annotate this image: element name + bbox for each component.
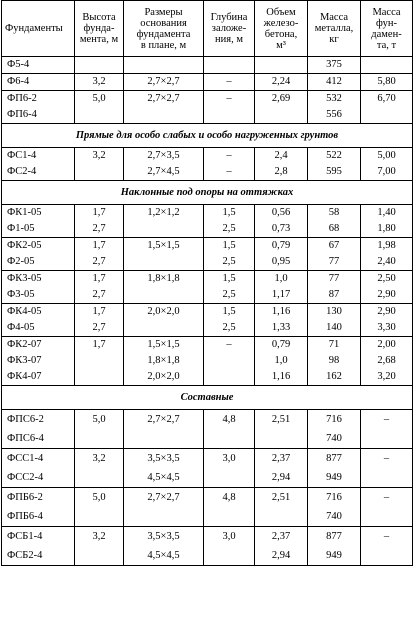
table-cell: 0,73 — [255, 221, 308, 238]
column-header-line: мента, м — [79, 34, 119, 45]
table-cell: 949 — [308, 468, 361, 488]
column-header-line: та, т — [376, 39, 397, 51]
table-cell: 1,8×1,8 — [124, 271, 204, 288]
table-cell: 1,40 — [361, 205, 413, 222]
foundation-name: Ф4-05 — [2, 320, 75, 337]
table-cell: 375 — [308, 57, 361, 74]
table-cell: 0,79 — [255, 238, 308, 255]
table-cell: 1,16 — [255, 304, 308, 321]
foundation-name: ФПБ6-2 — [2, 488, 75, 508]
column-header-line: Объем — [266, 6, 296, 18]
foundation-name: ФК3-07 — [2, 353, 75, 369]
table-cell: 595 — [308, 164, 361, 181]
table-row — [2, 164, 413, 181]
section-row — [2, 386, 413, 410]
table-cell: 2,51 — [255, 488, 308, 508]
table-cell: 2,94 — [255, 468, 308, 488]
foundation-name: Ф5-4 — [2, 57, 75, 74]
column-header-line: основания — [140, 17, 187, 29]
column-header — [361, 1, 413, 57]
table-cell: 2,7 — [75, 221, 124, 238]
foundation-name: ФК4-07 — [2, 369, 75, 386]
table-cell: 2,40 — [361, 254, 413, 271]
section-title: Наклонные под опоры на оттяжках — [2, 181, 413, 205]
table-row — [2, 488, 413, 508]
table-cell — [75, 369, 124, 386]
table-cell: 162 — [308, 369, 361, 386]
table-row — [2, 546, 413, 566]
section-title: Составные — [2, 386, 413, 410]
table-cell: 2,37 — [255, 449, 308, 469]
table-cell: 3,30 — [361, 320, 413, 337]
table-cell: 2,0×2,0 — [124, 304, 204, 321]
table-cell: 1,7 — [75, 205, 124, 222]
table-cell — [204, 429, 255, 449]
table-cell: 130 — [308, 304, 361, 321]
header-row — [2, 1, 413, 57]
section-title: Прямые для особо слабых и особо нагруженных грунтов — [2, 124, 413, 148]
column-header-line: Глубина — [210, 12, 248, 23]
table-cell: 5,80 — [361, 74, 413, 91]
foundation-name: ФК3-05 — [2, 271, 75, 288]
column-header — [75, 1, 124, 57]
table-row — [2, 107, 413, 124]
table-cell: 522 — [308, 148, 361, 165]
table-cell: 71 — [308, 337, 361, 354]
column-header-line: Масса — [319, 12, 349, 23]
table-cell: 2,5 — [204, 221, 255, 238]
table-row — [2, 449, 413, 469]
table-cell: 1,5 — [204, 238, 255, 255]
table-cell: – — [204, 164, 255, 181]
table-cell: – — [361, 488, 413, 508]
table-cell: 1,5×1,5 — [124, 337, 204, 354]
column-header-line: кг — [329, 34, 339, 45]
foundation-name: ФПБ6-4 — [2, 507, 75, 527]
column-header-line: фун- — [376, 17, 397, 29]
table-cell: 3,5×3,5 — [124, 527, 204, 547]
table-cell: 2,7 — [75, 287, 124, 304]
table-cell: 3,0 — [204, 449, 255, 469]
table-cell: 67 — [308, 238, 361, 255]
table-cell: 5,0 — [75, 488, 124, 508]
table-cell: 2,37 — [255, 527, 308, 547]
table-cell: 2,7×2,7 — [124, 488, 204, 508]
table-cell: 4,8 — [204, 488, 255, 508]
table-cell: 2,7×2,7 — [124, 91, 204, 108]
table-cell — [204, 546, 255, 566]
table-cell — [361, 507, 413, 527]
table-cell: 1,8×1,8 — [124, 353, 204, 369]
foundation-name: ФПС6-2 — [2, 410, 75, 430]
column-header-line: бетона, — [264, 28, 298, 40]
table-cell: 1,16 — [255, 369, 308, 386]
table-cell: 2,5 — [204, 287, 255, 304]
section-row — [2, 181, 413, 205]
table-cell: 3,5×3,5 — [124, 449, 204, 469]
table-row — [2, 468, 413, 488]
table-cell: – — [361, 449, 413, 469]
table-cell — [75, 107, 124, 124]
table-row — [2, 369, 413, 386]
table-cell: – — [361, 527, 413, 547]
table-cell — [255, 107, 308, 124]
column-header — [124, 1, 204, 57]
table-cell: 2,7 — [75, 320, 124, 337]
table-cell — [75, 429, 124, 449]
table-cell — [124, 429, 204, 449]
foundation-name: ФСБ2-4 — [2, 546, 75, 566]
column-header-line: Фундаменты — [5, 23, 63, 34]
table-row — [2, 221, 413, 238]
table-row — [2, 410, 413, 430]
table-cell: – — [204, 74, 255, 91]
table-cell: 2,7×4,5 — [124, 164, 204, 181]
table-row — [2, 238, 413, 255]
table-cell: 877 — [308, 449, 361, 469]
table-cell: 140 — [308, 320, 361, 337]
table-cell: 98 — [308, 353, 361, 369]
table-cell: 877 — [308, 527, 361, 547]
table-cell: 5,0 — [75, 410, 124, 430]
table-cell: 1,7 — [75, 304, 124, 321]
table-row — [2, 337, 413, 354]
section-row — [2, 124, 413, 148]
table-cell: 2,69 — [255, 91, 308, 108]
column-header-line: ния, м — [215, 34, 243, 45]
table-cell: 68 — [308, 221, 361, 238]
table-cell: 556 — [308, 107, 361, 124]
column-header-line: металла, — [314, 23, 354, 34]
table-cell — [204, 468, 255, 488]
table-cell — [361, 57, 413, 74]
table-cell: 2,68 — [361, 353, 413, 369]
table-cell: 740 — [308, 507, 361, 527]
table-cell — [75, 546, 124, 566]
table-cell: 1,98 — [361, 238, 413, 255]
table-cell — [361, 546, 413, 566]
table-row — [2, 287, 413, 304]
table-cell: 4,5×4,5 — [124, 468, 204, 488]
table-cell: 2,5 — [204, 254, 255, 271]
table-cell — [124, 254, 204, 271]
foundation-name: Ф1-05 — [2, 221, 75, 238]
table-row — [2, 304, 413, 321]
table-cell: 1,5 — [204, 304, 255, 321]
table-row — [2, 353, 413, 369]
column-header — [308, 1, 361, 57]
table-cell: 3,20 — [361, 369, 413, 386]
table-cell: 2,4 — [255, 148, 308, 165]
table-cell — [124, 107, 204, 124]
table-cell: 5,00 — [361, 148, 413, 165]
table-cell — [75, 468, 124, 488]
table-cell — [124, 507, 204, 527]
table-cell — [124, 221, 204, 238]
table-cell: 0,56 — [255, 205, 308, 222]
table-cell — [255, 507, 308, 527]
table-cell — [124, 57, 204, 74]
table-cell: 1,7 — [75, 337, 124, 354]
column-header-line: Высота — [82, 12, 116, 23]
foundations-table — [1, 0, 413, 566]
table-cell — [204, 507, 255, 527]
table-cell: 2,50 — [361, 271, 413, 288]
table-cell: 6,70 — [361, 91, 413, 108]
table-cell — [361, 107, 413, 124]
table-cell — [204, 353, 255, 369]
foundation-name: ФК1-05 — [2, 205, 75, 222]
table-cell: 412 — [308, 74, 361, 91]
table-cell: 1,0 — [255, 271, 308, 288]
table-cell: 2,5 — [204, 320, 255, 337]
table-row — [2, 527, 413, 547]
table-cell — [204, 107, 255, 124]
table-header — [2, 1, 413, 57]
table-cell: 1,7 — [75, 271, 124, 288]
table-cell: 2,90 — [361, 287, 413, 304]
foundation-name: ФП6-2 — [2, 91, 75, 108]
column-header-line: Размеры — [144, 6, 183, 18]
table-row — [2, 57, 413, 74]
table-cell: 949 — [308, 546, 361, 566]
table-cell — [75, 164, 124, 181]
table-cell: 716 — [308, 488, 361, 508]
column-header — [2, 1, 75, 57]
foundation-name: ФСБ1-4 — [2, 527, 75, 547]
table-row — [2, 429, 413, 449]
table-cell: 87 — [308, 287, 361, 304]
table-cell: 1,5×1,5 — [124, 238, 204, 255]
table-cell: 77 — [308, 271, 361, 288]
column-header-line: Масса — [372, 6, 401, 18]
table-cell: 2,94 — [255, 546, 308, 566]
table-cell: 4,8 — [204, 410, 255, 430]
table-cell: 2,0×2,0 — [124, 369, 204, 386]
column-header-line: в плане, м — [140, 39, 187, 51]
foundation-name: Ф6-4 — [2, 74, 75, 91]
foundation-name: ФСС1-4 — [2, 449, 75, 469]
table-cell: 740 — [308, 429, 361, 449]
table-row — [2, 91, 413, 108]
table-cell — [255, 429, 308, 449]
table-cell: 2,7 — [75, 254, 124, 271]
column-header — [255, 1, 308, 57]
table-cell: 5,0 — [75, 91, 124, 108]
table-cell: 3,2 — [75, 527, 124, 547]
table-cell: 1,17 — [255, 287, 308, 304]
table-cell — [204, 369, 255, 386]
column-header — [204, 1, 255, 57]
table-row — [2, 254, 413, 271]
table-row — [2, 320, 413, 337]
table-cell — [75, 57, 124, 74]
foundation-name: ФС1-4 — [2, 148, 75, 165]
table-cell: 532 — [308, 91, 361, 108]
column-header-line: фундамента — [136, 28, 191, 40]
table-cell: 7,00 — [361, 164, 413, 181]
foundation-name: ФСС2-4 — [2, 468, 75, 488]
table-row — [2, 205, 413, 222]
table-cell: – — [361, 410, 413, 430]
table-cell: 2,7×2,7 — [124, 410, 204, 430]
table-body — [2, 57, 413, 566]
column-header-line: железо- — [263, 17, 299, 29]
table-cell: 2,00 — [361, 337, 413, 354]
table-cell: 2,7×3,5 — [124, 148, 204, 165]
table-cell: 716 — [308, 410, 361, 430]
foundation-name: Ф3-05 — [2, 287, 75, 304]
table-cell: 1,5 — [204, 205, 255, 222]
table-cell: 0,95 — [255, 254, 308, 271]
table-cell: 1,80 — [361, 221, 413, 238]
column-header-line: м³ — [276, 39, 286, 51]
table-cell — [124, 287, 204, 304]
table-row — [2, 507, 413, 527]
table-cell: 0,79 — [255, 337, 308, 354]
table-cell — [361, 429, 413, 449]
table-row — [2, 74, 413, 91]
table-cell: 1,33 — [255, 320, 308, 337]
column-header-line: фунда- — [83, 23, 115, 34]
table-cell: 2,24 — [255, 74, 308, 91]
table-row — [2, 271, 413, 288]
foundation-name: ФК2-07 — [2, 337, 75, 354]
table-cell: 1,0 — [255, 353, 308, 369]
table-cell: 58 — [308, 205, 361, 222]
table-cell — [75, 353, 124, 369]
table-cell: 4,5×4,5 — [124, 546, 204, 566]
table-cell: 3,2 — [75, 74, 124, 91]
table-cell: 1,2×1,2 — [124, 205, 204, 222]
table-cell — [361, 468, 413, 488]
table-cell: – — [204, 148, 255, 165]
foundation-name: ФП6-4 — [2, 107, 75, 124]
foundation-name: ФК4-05 — [2, 304, 75, 321]
table-cell: 2,90 — [361, 304, 413, 321]
table-cell — [124, 320, 204, 337]
column-header-line: дамен- — [371, 28, 402, 40]
foundation-name: ФК2-05 — [2, 238, 75, 255]
column-header-line: заложе- — [211, 23, 247, 34]
table-cell: 1,7 — [75, 238, 124, 255]
table-cell — [75, 507, 124, 527]
table-cell — [255, 57, 308, 74]
foundation-name: ФПС6-4 — [2, 429, 75, 449]
table-cell — [204, 57, 255, 74]
table-cell: 77 — [308, 254, 361, 271]
table-cell: 1,5 — [204, 271, 255, 288]
table-cell: 2,7×2,7 — [124, 74, 204, 91]
table-cell: 2,8 — [255, 164, 308, 181]
table-cell: 3,2 — [75, 449, 124, 469]
table-cell: 3,0 — [204, 527, 255, 547]
foundation-name: ФС2-4 — [2, 164, 75, 181]
table-row — [2, 148, 413, 165]
table-cell: 2,51 — [255, 410, 308, 430]
table-cell: 3,2 — [75, 148, 124, 165]
foundation-name: Ф2-05 — [2, 254, 75, 271]
table-cell: – — [204, 337, 255, 354]
table-cell: – — [204, 91, 255, 108]
